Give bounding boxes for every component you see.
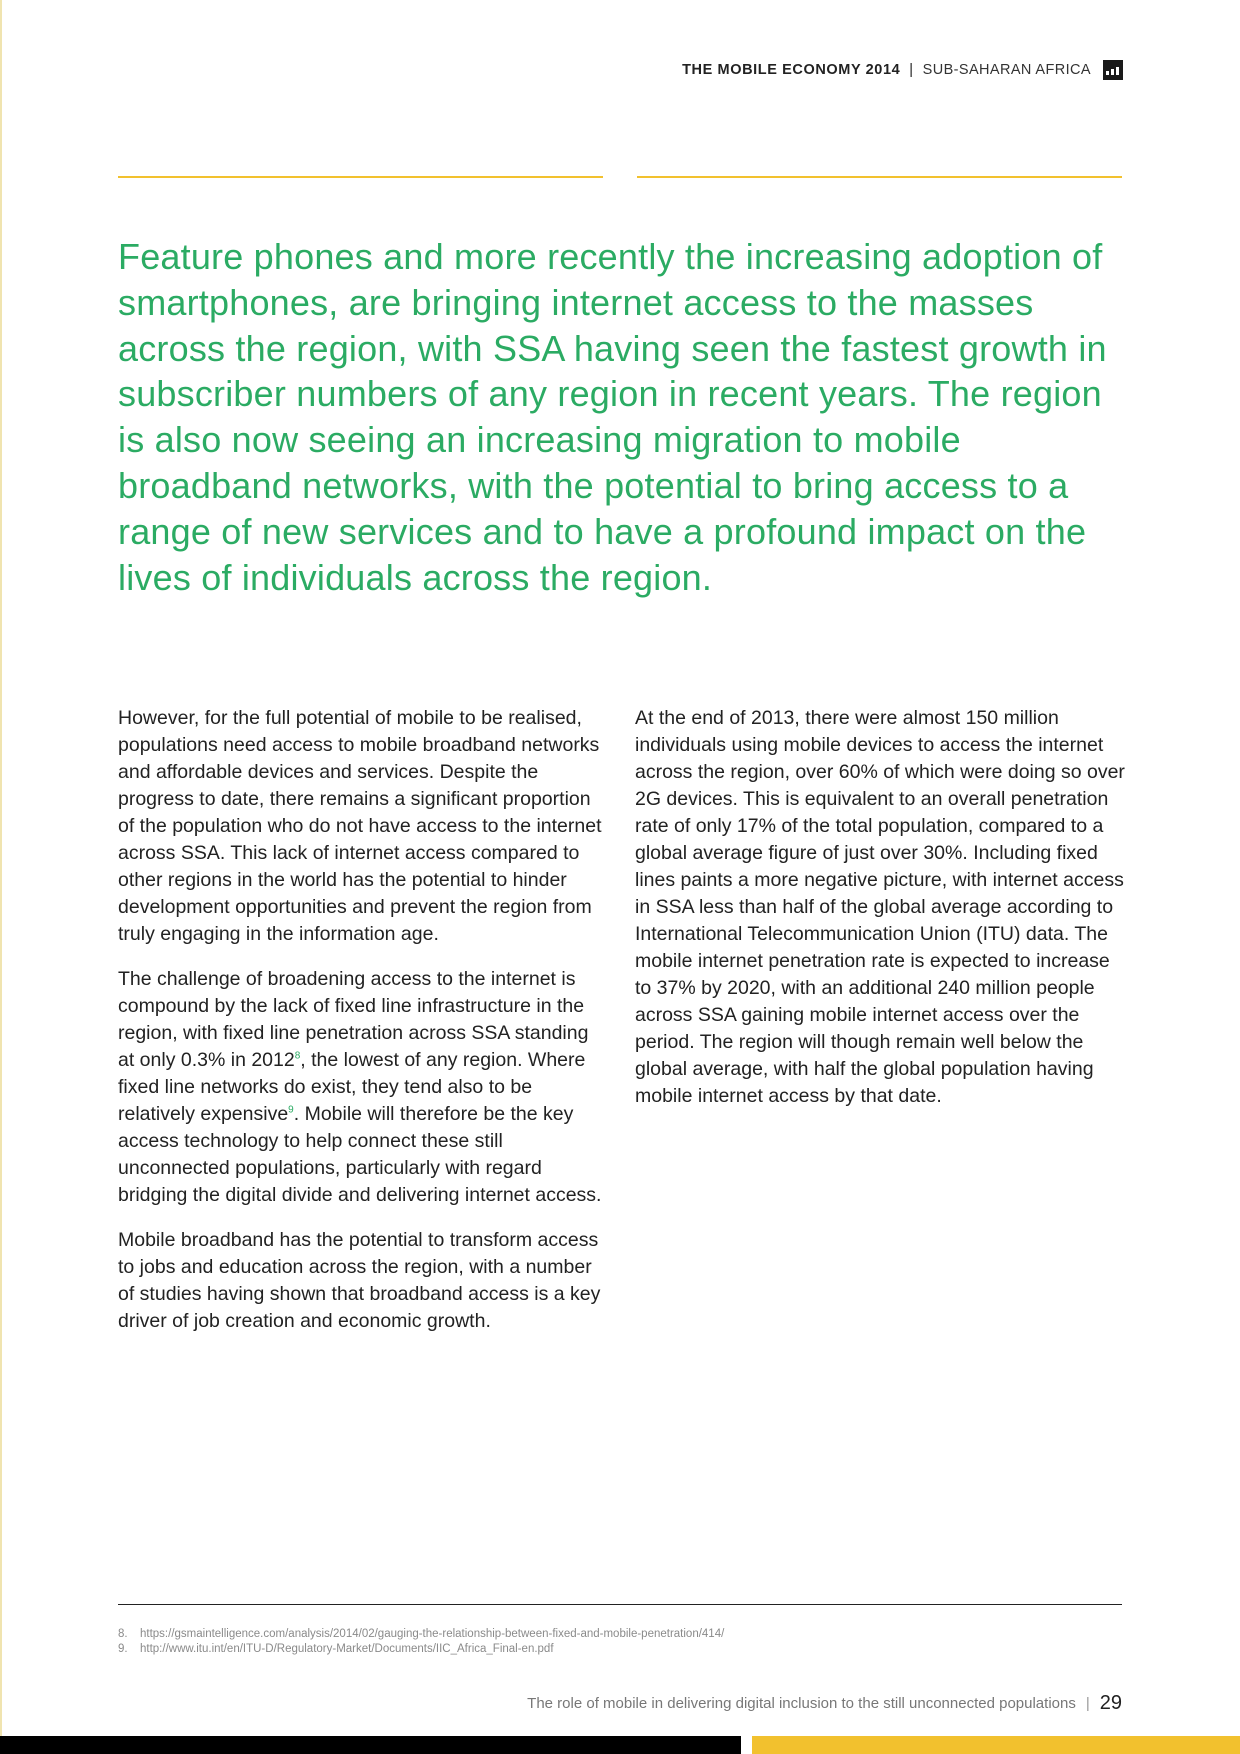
running-header (682, 60, 1123, 80)
body-paragraph: However, for the full potential of mobile to be realised, populations need access to mobile broadband networks and affordable devices and services. Despite the progress to date, there remains a significant proportion of the population who do not have access to the internet across SSA. This lack of internet access compared to other regions in the world has the potential to hinder development opportunities and prevent the region from truly engaging in the information age. (118, 707, 602, 945)
left-edge-rule (0, 0, 2, 1754)
footnote-number: 8. (118, 1628, 128, 1640)
footnote-divider (118, 1604, 1122, 1605)
gsma-logo-icon (1103, 60, 1123, 80)
footer-separator: | (1085, 1695, 1090, 1712)
paragraph-text: The challenge of broadening access to the internet is compound by the lack of fixed line infrastructure in the region, with fixed line penetration across SSA standing at only 0.3% in 2012 (118, 968, 589, 1071)
pull-quote: Feature phones and more recently the increasing adoption of smartphones, are bringing internet access to the masses across the region, with SSA having seen the fastest growth in subscriber numbers of any region in recent years. The region is also now seeing an increasing migration to mobile broadband networks, with the potential to bring access to a range of new services and to have a profound impact on the lives of individuals across the region. (118, 236, 1107, 598)
body-paragraph (118, 966, 608, 1209)
footnote-ref[interactable]: 9 (288, 1104, 294, 1116)
footer-section-title: The role of mobile in delivering digital inclusion to the still unconnected populations (527, 1695, 1076, 1712)
body-paragraph: Mobile broadband has the potential to transform access to jobs and education across the region, with a number of studies having shown that broadband access is a key driver of job creation and economic growth. (118, 1229, 601, 1332)
top-rule-right (637, 176, 1122, 178)
header-series-title: THE MOBILE ECONOMY 2014 (682, 62, 901, 78)
page-number: 29 (1099, 1692, 1122, 1714)
body-column-right (635, 705, 1125, 1128)
footer-bar-black (0, 1736, 741, 1754)
header-separator: | (909, 62, 914, 78)
footnote-link[interactable]: http://www.itu.int/en/ITU-D/Regulatory-Market/Documents/IIC_Africa_Final-en.pdf (140, 1643, 554, 1655)
header-region: SUB-SAHARAN AFRICA (922, 62, 1091, 78)
footnote-link[interactable]: https://gsmaintelligence.com/analysis/2014/02/gauging-the-relationship-between-fixed-and-mobile-penetration/414/ (140, 1628, 725, 1640)
footnote-item (118, 1627, 1122, 1642)
body-paragraph: At the end of 2013, there were almost 150 million individuals using mobile devices to access the internet across the region, over 60% of which were doing so over 2G devices. This is equivalent to an overall penetration rate of only 17% of the total population, compared to a global average figure of just over 30%. Including fixed lines paints a more negative picture, with internet access in SSA less than half of the global average according to International Telecommunication Union (ITU) data. The mobile internet penetration rate is expected to increase to 37% by 2020, with an additional 240 million people across SSA gaining mobile internet access over the period. The region will though remain well below the global average, with half the global population having mobile internet access by that date. (635, 707, 1125, 1107)
footnote-item (118, 1642, 1122, 1657)
footnote-ref[interactable]: 8 (294, 1050, 301, 1062)
paragraph-text: , the lowest of any region. Where fixed line networks do exist, they tend also to be relatively expensive (118, 1049, 586, 1125)
footnote-number: 9. (118, 1643, 128, 1655)
body-column-left (118, 705, 608, 1353)
paragraph-text: . Mobile will therefore be the key access technology to help connect these still unconnected populations, particularly with regard bridging the digital divide and delivering internet access. (118, 1103, 602, 1206)
footer-bar-gold (752, 1736, 1240, 1754)
top-rule-left (118, 176, 603, 178)
running-footer (527, 1692, 1122, 1715)
footnotes (118, 1627, 1122, 1657)
